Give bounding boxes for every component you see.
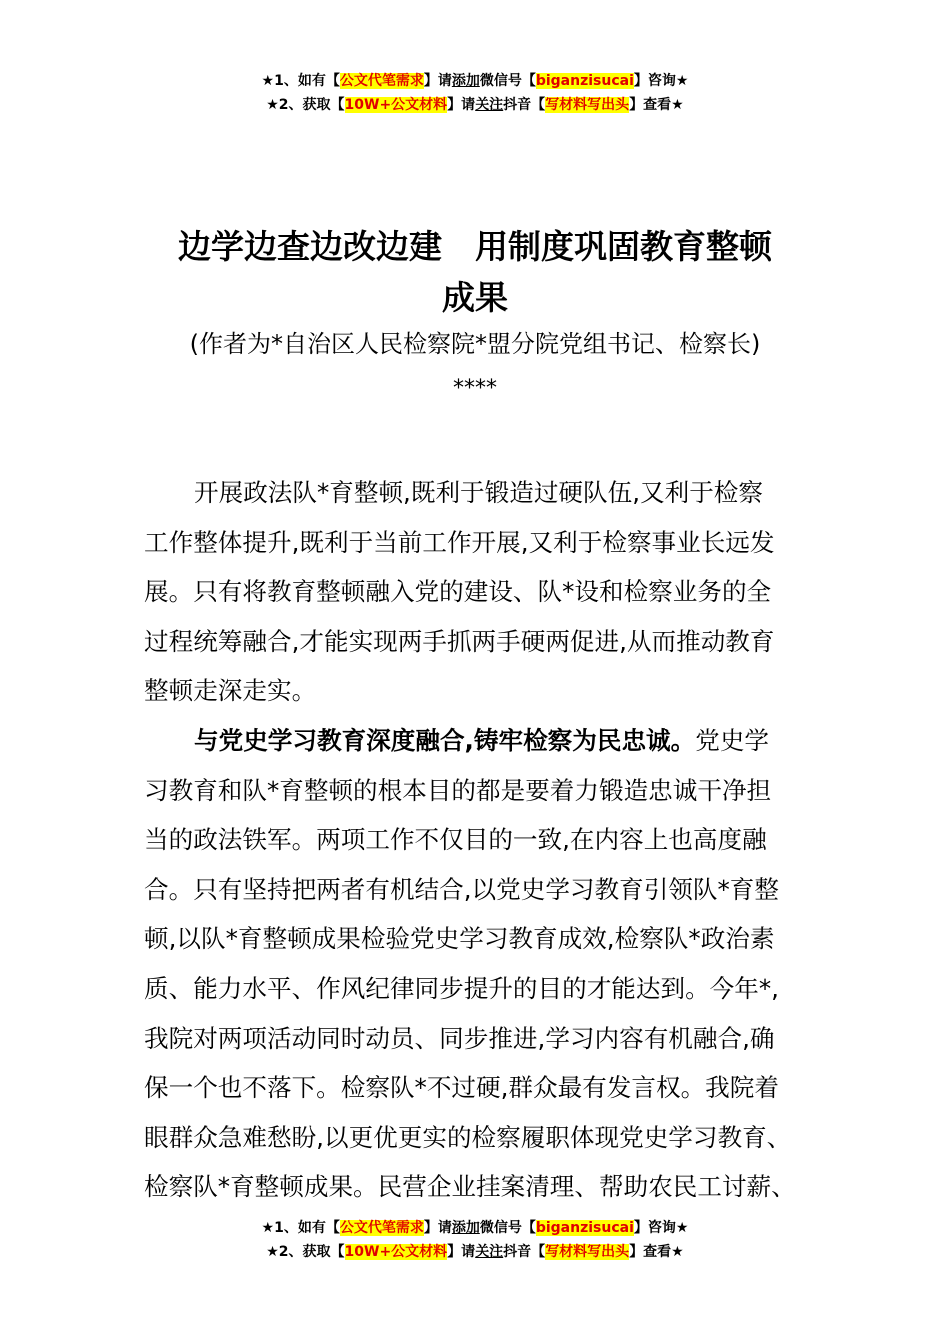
paragraph-line: 当的政法铁军。两项工作不仅目的一致,在内容上也高度融 [144, 825, 767, 855]
highlight-materials: 10W+公文材料 [344, 1244, 448, 1260]
author-line: (作者为*自治区人民检察院*盟分院党组书记、检察长) [189, 330, 761, 358]
header-banner [0, 69, 950, 117]
paragraph-line: 顿,以队*育整顿成果检验党史学习教育成效,检察队*政治素 [144, 924, 775, 954]
paragraph-line: 过程统筹融合,才能实现两手抓两手硬两促进,从而推动教育 [144, 626, 775, 656]
footer-banner [0, 1216, 950, 1264]
section-heading: 与党史学习教育深度融合,铸牢检察为民忠诚。 [194, 725, 696, 755]
paragraph-line: 整顿走深走实。 [144, 676, 317, 706]
paragraph-line: 质、能力水平、作风纪律同步提升的目的才能达到。今年*, [144, 973, 779, 1003]
highlight-materials: 10W+公文材料 [344, 97, 448, 113]
author-name: **** [453, 376, 497, 401]
paragraph-line: 保一个也不落下。检察队*不过硬,群众最有发言权。我院着 [144, 1073, 779, 1103]
paragraph-line: 合。只有坚持把两者有机结合,以党史学习教育引领队*育整 [144, 874, 779, 904]
paragraph-line: 检察队*育整顿成果。民营企业挂案清理、帮助农民工讨薪、 [144, 1172, 796, 1202]
banner-line-2: ★2、获取【10W+公文材料】请关注抖音【写材料写出头】查看★ [266, 97, 684, 113]
paragraph-line: 眼群众急难愁盼,以更优更实的检察履职体现党史学习教育、 [144, 1122, 792, 1152]
banner-line-1: ★1、如有【公文代笔需求】请添加微信号【biganzisucai】咨询★ [261, 73, 689, 89]
banner-line-2: ★2、获取【10W+公文材料】请关注抖音【写材料写出头】查看★ [266, 1244, 684, 1260]
paragraph-line: 与党史学习教育深度融合,铸牢检察为民忠诚。党史学 [194, 725, 770, 755]
paragraph-line: 工作整体提升,既利于当前工作开展,又利于检察事业长远发 [144, 527, 775, 557]
paragraph-line: 习教育和队*育整顿的根本目的都是要着力锻造忠诚干净担 [144, 775, 772, 805]
highlight-service: 公文代笔需求 [339, 73, 424, 89]
document-body [144, 468, 814, 1212]
paragraph-line: 我院对两项活动同时动员、同步推进,学习内容有机融合,确 [144, 1023, 775, 1053]
highlight-wechat-id: biganzisucai [535, 73, 634, 89]
highlight-douyin-id: 写材料写出头 [545, 97, 630, 113]
highlight-service: 公文代笔需求 [339, 1220, 424, 1236]
highlight-wechat-id: biganzisucai [535, 1220, 634, 1236]
paragraph-line: 开展政法队*育整顿,既利于锻造过硬队伍,又利于检察 [194, 478, 763, 507]
banner-line-1: ★1、如有【公文代笔需求】请添加微信号【biganzisucai】咨询★ [261, 1220, 689, 1236]
paragraph-line: 展。只有将教育整顿融入党的建设、队*设和检察业务的全 [144, 577, 772, 607]
document-title: 边学边查边改边建 用制度巩固教育整顿 成果 [178, 227, 772, 317]
highlight-douyin-id: 写材料写出头 [545, 1244, 630, 1260]
